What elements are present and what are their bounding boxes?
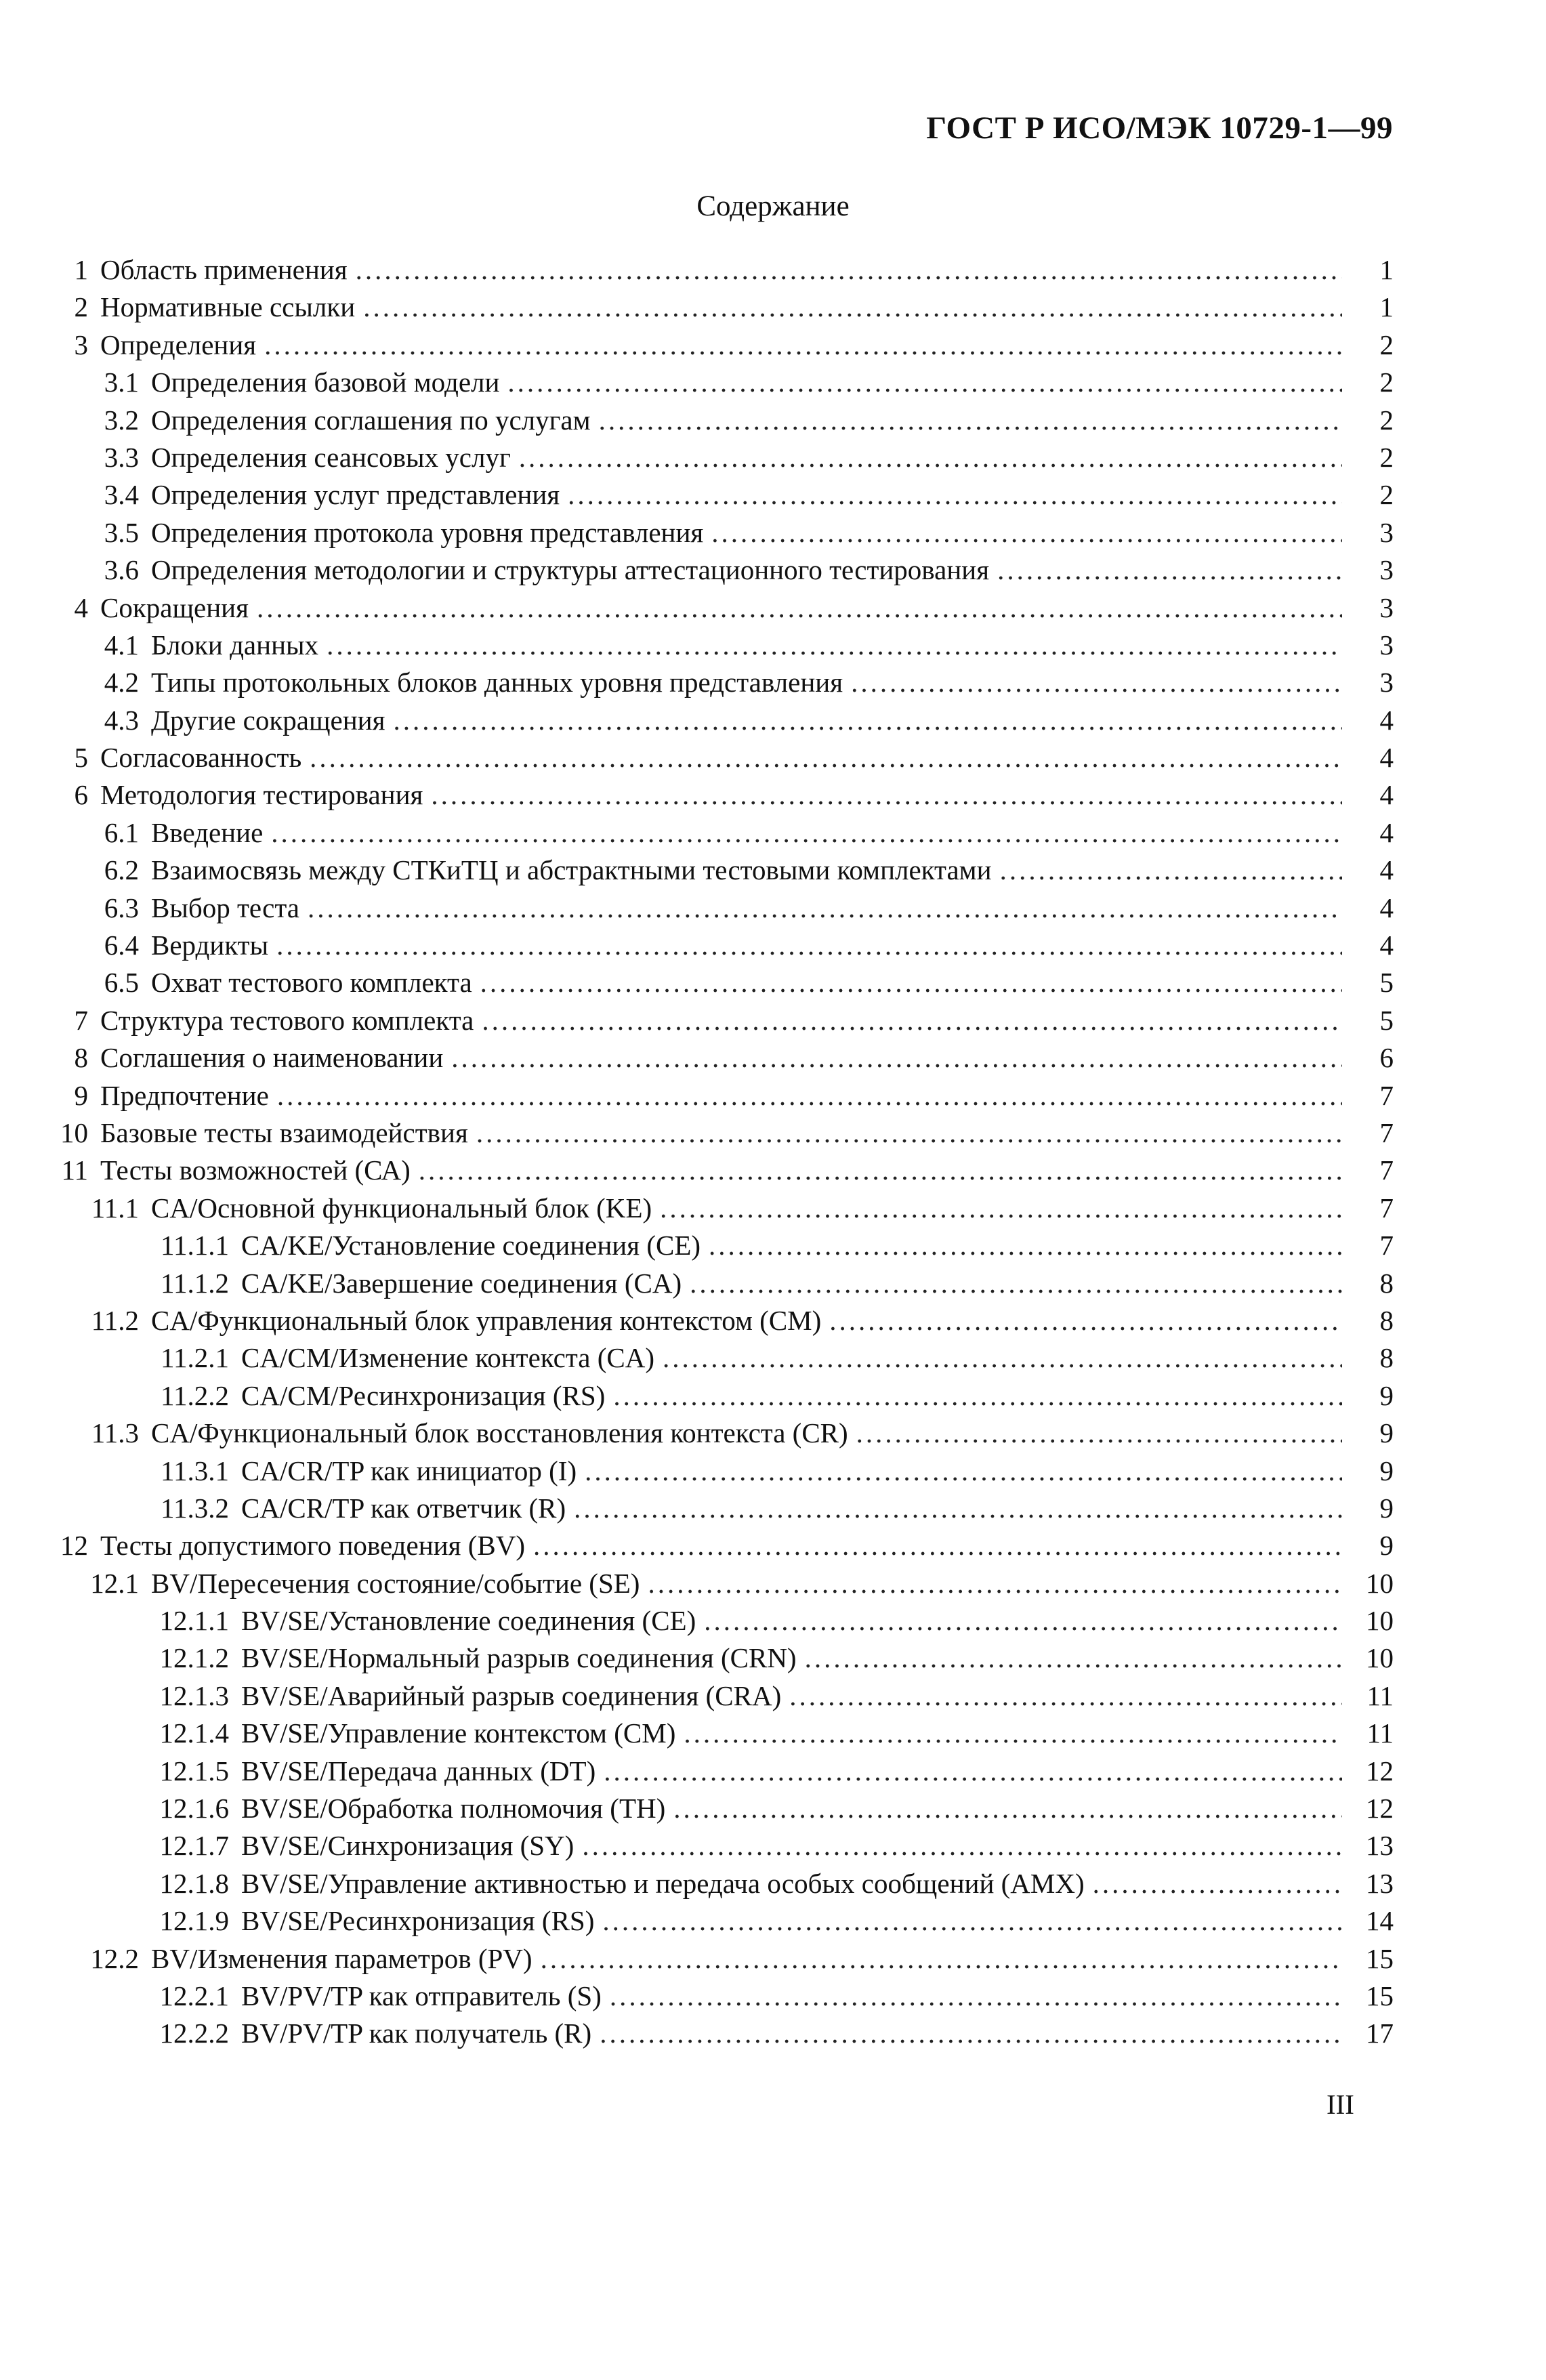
- toc-entry-number: 3.1: [104, 367, 139, 398]
- toc-entry-number: 6.5: [104, 967, 139, 999]
- toc-entry: [54, 892, 1394, 929]
- toc-entry-page: 2: [1379, 479, 1394, 511]
- toc-entry-page: 1: [1379, 291, 1394, 323]
- toc-entry: [54, 704, 1394, 741]
- dot-leader: [599, 404, 1342, 436]
- toc-entry-title: Определения базовой модели: [151, 367, 500, 398]
- toc-entry: [54, 1267, 1394, 1304]
- dot-leader: [363, 291, 1342, 323]
- toc-entry-title: Введение: [151, 816, 264, 848]
- toc-entry: [54, 741, 1394, 778]
- toc-entry: [54, 1642, 1394, 1679]
- toc-entry-number: 11: [61, 1154, 88, 1186]
- toc-entry-title: Вердикты: [151, 930, 269, 961]
- dot-leader: [271, 816, 1342, 849]
- toc-entry-number: 12.1.6: [159, 1793, 229, 1824]
- dot-leader: [482, 1004, 1342, 1037]
- toc-entry-page: 14: [1366, 1905, 1394, 1937]
- toc-entry-page: 6: [1379, 1042, 1394, 1074]
- toc-entry-number: 3.2: [104, 404, 139, 436]
- toc-entry: [54, 929, 1394, 966]
- toc-entry: [54, 2017, 1394, 2054]
- toc-entry-page: 4: [1379, 742, 1394, 774]
- dot-leader: [393, 704, 1342, 736]
- toc-entry-number: 6.1: [104, 816, 139, 848]
- toc-entry-number: 12.1.3: [159, 1679, 229, 1711]
- toc-entry-title: Определения сеансовых услуг: [151, 441, 511, 473]
- toc-entry-page: 8: [1379, 1342, 1394, 1374]
- toc-entry-number: 12.1.2: [159, 1642, 229, 1674]
- toc-entry-title: Методология тестирования: [100, 779, 423, 811]
- dot-leader: [711, 516, 1342, 549]
- dot-leader: [789, 1679, 1342, 1712]
- toc-entry-number: 12.2.2: [159, 2018, 229, 2049]
- toc-entry-title: CA/Основной функциональный блок (KE): [151, 1192, 652, 1224]
- toc-entry-title: Блоки данных: [151, 629, 319, 661]
- toc-entry-page: 4: [1379, 704, 1394, 736]
- toc-entry-page: 10: [1366, 1605, 1394, 1637]
- dot-leader: [704, 1604, 1342, 1637]
- toc-entry-number: 11.1: [91, 1192, 139, 1224]
- dot-leader: [604, 1755, 1342, 1787]
- toc-entry-page: 3: [1379, 629, 1394, 661]
- dot-leader: [257, 591, 1342, 624]
- toc-entry-title: CA/Функциональный блок восстановления контекста (CR): [151, 1417, 848, 1449]
- toc-entry-number: 6.4: [104, 930, 139, 961]
- toc-entry-title: Базовые тесты взаимодействия: [100, 1116, 468, 1148]
- toc-entry: [54, 1529, 1394, 1566]
- toc-entry-page: 7: [1379, 1154, 1394, 1186]
- toc-entry-title: CA/CM/Ресинхронизация (RS): [241, 1379, 606, 1411]
- toc-entry-number: 4: [74, 591, 88, 623]
- toc-entry-title: Определения соглашения по услугам: [151, 404, 591, 436]
- toc-entry: [54, 554, 1394, 591]
- toc-entry-title: BV/SE/Управление контекстом (CM): [241, 1717, 676, 1749]
- toc-entry: [54, 1417, 1394, 1454]
- toc-entry-title: BV/PV/TP как отправитель (S): [241, 1980, 602, 2011]
- toc-entry-number: 9: [74, 1079, 88, 1111]
- toc-entry-page: 7: [1379, 1192, 1394, 1224]
- toc-entry-title: Выбор теста: [151, 892, 299, 923]
- toc-entry: [54, 1041, 1394, 1079]
- toc-entry: [54, 1567, 1394, 1604]
- toc-entry-number: 7: [74, 1004, 88, 1036]
- dot-leader: [600, 2017, 1342, 2049]
- toc-entry-number: 10: [60, 1116, 88, 1148]
- toc-entry: [54, 1717, 1394, 1754]
- toc-entry: [54, 1379, 1394, 1417]
- toc-entry: [54, 1867, 1394, 1904]
- toc-entry: [54, 591, 1394, 629]
- toc-entry-number: 12.1: [90, 1567, 139, 1599]
- toc-entry-page: 3: [1379, 554, 1394, 586]
- toc-entry: [54, 253, 1394, 291]
- dot-leader: [851, 666, 1342, 698]
- toc-entry: [54, 629, 1394, 666]
- toc-entry-title: BV/SE/Установление соединения (CE): [241, 1605, 696, 1637]
- toc-entry-page: 8: [1379, 1267, 1394, 1299]
- toc-entry-number: 11.3.2: [161, 1492, 229, 1524]
- toc-entry-page: 11: [1366, 1717, 1394, 1749]
- dot-leader: [602, 1904, 1342, 1937]
- toc-entry-title: Согласованность: [100, 742, 302, 774]
- toc-entry-title: Определения услуг представления: [151, 479, 560, 511]
- dot-leader: [480, 966, 1342, 999]
- toc-entry-title: Тесты допустимого поведения (BV): [100, 1530, 525, 1562]
- dot-leader: [673, 1792, 1342, 1824]
- toc-entry-number: 11.2.2: [161, 1379, 229, 1411]
- toc-entry-page: 10: [1366, 1642, 1394, 1674]
- toc-entry-number: 12.1.5: [159, 1755, 229, 1787]
- toc-entry-title: BV/SE/Аварийный разрыв соединения (CRA): [241, 1679, 782, 1711]
- toc-entry-title: Определения протокола уровня представления: [151, 516, 704, 548]
- toc-entry-title: BV/SE/Ресинхронизация (RS): [241, 1905, 595, 1937]
- dot-leader: [709, 1229, 1342, 1261]
- toc-entry-page: 15: [1366, 1942, 1394, 1974]
- dot-leader: [613, 1379, 1342, 1412]
- dot-leader: [856, 1417, 1342, 1449]
- toc-entry-page: 2: [1379, 441, 1394, 473]
- dot-leader: [582, 1829, 1342, 1862]
- toc-entry-title: CA/KE/Завершение соединения (CA): [241, 1267, 682, 1299]
- toc-entry-number: 11.2: [91, 1304, 139, 1336]
- toc-entry: [54, 1942, 1394, 1980]
- toc-entry-title: Предпочтение: [100, 1079, 269, 1111]
- toc-entry-number: 6.3: [104, 892, 139, 923]
- toc-entry: [54, 478, 1394, 516]
- toc-entry: [54, 1792, 1394, 1829]
- toc-entry: [54, 1455, 1394, 1492]
- toc-entry-page: 5: [1379, 967, 1394, 999]
- toc-entry-page: 3: [1379, 516, 1394, 548]
- toc-entry-number: 2: [74, 291, 88, 323]
- toc-entry-page: 8: [1379, 1304, 1394, 1336]
- toc-entry-number: 4.1: [104, 629, 139, 661]
- dot-leader: [533, 1529, 1342, 1562]
- toc-entry-number: 11.1.1: [161, 1230, 229, 1261]
- toc-entry-number: 11.1.2: [161, 1267, 229, 1299]
- dot-leader: [829, 1304, 1342, 1337]
- toc-entry-number: 3.3: [104, 441, 139, 473]
- toc-entry-title: BV/PV/TP как получатель (R): [241, 2018, 592, 2049]
- toc-entry-title: Нормативные ссылки: [100, 291, 356, 323]
- dot-leader: [431, 778, 1342, 811]
- toc-entry-number: 4.3: [104, 704, 139, 736]
- toc-entry-page: 4: [1379, 779, 1394, 811]
- toc-entry-page: 9: [1379, 1379, 1394, 1411]
- document-header: ГОСТ Р ИСО/МЭК 10729-1—99: [926, 110, 1393, 146]
- toc-entry-page: 1: [1379, 254, 1394, 285]
- toc-entry-page: 3: [1379, 667, 1394, 698]
- dot-leader: [476, 1116, 1342, 1149]
- toc-entry-page: 5: [1379, 1004, 1394, 1036]
- toc-entry-page: 3: [1379, 591, 1394, 623]
- dot-leader: [997, 554, 1342, 586]
- dot-leader: [308, 892, 1342, 924]
- toc-entry-page: 12: [1366, 1793, 1394, 1824]
- dot-leader: [310, 741, 1342, 774]
- toc-entry: [54, 966, 1394, 1003]
- toc-entry-page: 4: [1379, 854, 1394, 886]
- toc-entry-page: 13: [1366, 1867, 1394, 1899]
- page-number: III: [1326, 2089, 1354, 2120]
- toc-entry-title: Определения: [100, 329, 257, 360]
- toc-entry: [54, 1904, 1394, 1942]
- dot-leader: [684, 1717, 1342, 1749]
- toc-entry: [54, 1341, 1394, 1379]
- toc-entry-page: 9: [1379, 1492, 1394, 1524]
- toc-entry-page: 7: [1379, 1230, 1394, 1261]
- toc-entry-number: 3.4: [104, 479, 139, 511]
- toc-entry-title: BV/Пересечения состояние/событие (SE): [151, 1567, 640, 1599]
- toc-entry-title: BV/SE/Обработка полномочия (TH): [241, 1793, 666, 1824]
- dot-leader: [660, 1192, 1342, 1224]
- toc-entry-title: BV/SE/Управление активностью и передача особых сообщений (AMX): [241, 1867, 1085, 1899]
- toc-entry-page: 7: [1379, 1116, 1394, 1148]
- toc-entry-number: 11.3.1: [161, 1455, 229, 1486]
- toc-entry-title: Охват тестового комплекта: [151, 967, 472, 999]
- toc-entry: [54, 291, 1394, 328]
- toc-entry-number: 6: [74, 779, 88, 811]
- page-title: Содержание: [696, 190, 850, 222]
- table-of-contents: [54, 253, 1394, 2055]
- toc-entry-title: Типы протокольных блоков данных уровня представления: [151, 667, 843, 698]
- toc-entry-title: BV/SE/Синхронизация (SY): [241, 1830, 574, 1862]
- dot-leader: [690, 1267, 1342, 1299]
- toc-entry-number: 3.6: [104, 554, 139, 586]
- toc-entry-title: Взаимосвязь между СТКиТЦ и абстрактными тестовыми комплектами: [151, 854, 992, 886]
- toc-entry-page: 4: [1379, 816, 1394, 848]
- dot-leader: [648, 1567, 1342, 1600]
- toc-entry-number: 12: [60, 1530, 88, 1562]
- toc-entry: [54, 1116, 1394, 1154]
- toc-entry-title: CA/CM/Изменение контекста (CA): [241, 1342, 654, 1374]
- toc-entry-title: BV/SE/Нормальный разрыв соединения (CRN): [241, 1642, 797, 1674]
- dot-leader: [541, 1942, 1342, 1975]
- dot-leader: [451, 1041, 1342, 1074]
- toc-entry-title: Область применения: [100, 254, 348, 285]
- toc-entry: [54, 1004, 1394, 1041]
- toc-entry-title: Сокращения: [100, 591, 249, 623]
- dot-leader: [805, 1642, 1342, 1674]
- toc-entry-title: CA/CR/TP как инициатор (I): [241, 1455, 577, 1486]
- toc-entry: [54, 1192, 1394, 1229]
- toc-entry-number: 12.1.1: [159, 1605, 229, 1637]
- toc-entry: [54, 1755, 1394, 1792]
- toc-entry: [54, 1980, 1394, 2017]
- toc-entry-number: 11.2.1: [161, 1342, 229, 1374]
- dot-leader: [276, 929, 1342, 961]
- toc-entry: [54, 1304, 1394, 1341]
- toc-entry: [54, 778, 1394, 816]
- toc-entry-number: 1: [74, 254, 88, 285]
- toc-entry: [54, 516, 1394, 554]
- dot-leader: [356, 253, 1342, 286]
- toc-entry-page: 12: [1366, 1755, 1394, 1787]
- toc-entry-number: 12.2.1: [159, 1980, 229, 2011]
- toc-entry: [54, 816, 1394, 854]
- toc-entry-title: Тесты возможностей (СА): [100, 1154, 411, 1186]
- toc-entry: [54, 1079, 1394, 1116]
- toc-entry: [54, 1679, 1394, 1717]
- toc-entry-page: 10: [1366, 1567, 1394, 1599]
- toc-entry-page: 7: [1379, 1079, 1394, 1111]
- toc-entry-page: 9: [1379, 1417, 1394, 1449]
- toc-entry-title: BV/Изменения параметров (PV): [151, 1942, 532, 1974]
- dot-leader: [1000, 854, 1342, 886]
- toc-entry-title: Определения методологии и структуры аттестационного тестирования: [151, 554, 990, 586]
- toc-entry-number: 12.1.8: [159, 1867, 229, 1899]
- toc-entry: [54, 1229, 1394, 1266]
- toc-entry-page: 15: [1366, 1980, 1394, 2011]
- toc-entry-page: 13: [1366, 1830, 1394, 1862]
- dot-leader: [585, 1455, 1342, 1487]
- toc-entry: [54, 854, 1394, 891]
- dot-leader: [327, 629, 1342, 661]
- dot-leader: [663, 1341, 1342, 1374]
- toc-entry-title: BV/SE/Передача данных (DT): [241, 1755, 596, 1787]
- toc-entry-title: CA/CR/TP как ответчик (R): [241, 1492, 566, 1524]
- toc-entry-page: 4: [1379, 892, 1394, 923]
- toc-entry-number: 12.1.4: [159, 1717, 229, 1749]
- toc-entry: [54, 1604, 1394, 1642]
- dot-leader: [610, 1980, 1342, 2012]
- toc-entry-page: 11: [1366, 1679, 1394, 1711]
- dot-leader: [519, 441, 1342, 474]
- toc-entry-title: Соглашения о наименовании: [100, 1042, 444, 1074]
- toc-entry-page: 2: [1379, 367, 1394, 398]
- toc-entry-number: 5: [74, 742, 88, 774]
- toc-entry-number: 6.2: [104, 854, 139, 886]
- toc-entry: [54, 404, 1394, 441]
- dot-leader: [574, 1492, 1342, 1524]
- toc-entry: [54, 329, 1394, 366]
- toc-entry: [54, 666, 1394, 703]
- toc-entry-page: 17: [1366, 2018, 1394, 2049]
- toc-entry-page: 9: [1379, 1530, 1394, 1562]
- toc-entry: [54, 1492, 1394, 1529]
- dot-leader: [277, 1079, 1342, 1112]
- toc-entry-number: 11.3: [91, 1417, 139, 1449]
- toc-entry-title: CA/Функциональный блок управления контекстом (CM): [151, 1304, 822, 1336]
- toc-entry-title: CA/KE/Установление соединения (CE): [241, 1230, 701, 1261]
- toc-entry-title: Другие сокращения: [151, 704, 385, 736]
- toc-entry-number: 4.2: [104, 667, 139, 698]
- toc-entry: [54, 441, 1394, 478]
- toc-entry-number: 8: [74, 1042, 88, 1074]
- toc-entry-number: 12.2: [90, 1942, 139, 1974]
- toc-entry-title: Структура тестового комплекта: [100, 1004, 474, 1036]
- dot-leader: [507, 366, 1342, 398]
- toc-entry: [54, 366, 1394, 403]
- toc-entry-page: 9: [1379, 1455, 1394, 1486]
- toc-entry-page: 2: [1379, 329, 1394, 360]
- toc-entry: [54, 1154, 1394, 1191]
- dot-leader: [568, 478, 1342, 511]
- toc-entry-page: 2: [1379, 404, 1394, 436]
- toc-entry-number: 3: [74, 329, 88, 360]
- toc-entry-number: 12.1.7: [159, 1830, 229, 1862]
- dot-leader: [264, 329, 1342, 361]
- dot-leader: [419, 1154, 1342, 1186]
- dot-leader: [1093, 1867, 1342, 1900]
- toc-entry-number: 3.5: [104, 516, 139, 548]
- toc-entry: [54, 1829, 1394, 1866]
- toc-entry-page: 4: [1379, 930, 1394, 961]
- toc-entry-number: 12.1.9: [159, 1905, 229, 1937]
